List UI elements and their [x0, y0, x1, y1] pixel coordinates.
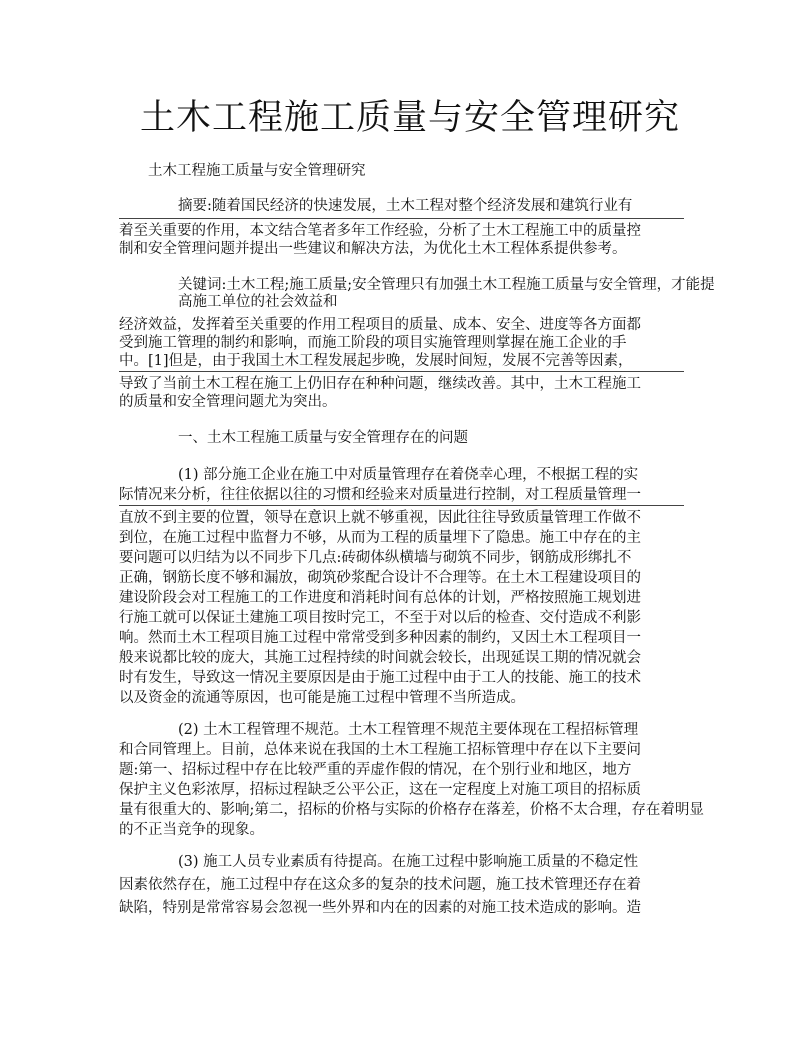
subtitle-line: 土木工程施工质量与安全管理研究	[148, 163, 366, 179]
paragraph-1-line: 般来说都比较的庞大，其施工过程持续的时间就会较长，出现延误工期的情况就会	[119, 650, 641, 666]
paragraph-3-line: 因素依然存在，施工过程中存在这众多的复杂的技术问题，施工技术管理还存在着	[119, 877, 641, 893]
abstract-line-3: 制和安全管理问题并提出一些建议和解决方法，为优化土木工程体系提供参考。	[119, 241, 627, 257]
paragraph-1-line: 正确，钢筋长度不够和漏放，砌筑砂浆配合设计不合理等。在土木工程建设项目的	[119, 570, 641, 586]
paragraph-1-line: 际情况来分析，往往依据以往的习惯和经验来对质量进行控制，对工程质量管理一	[119, 487, 641, 503]
body-line: 导致了当前土木工程在施工上仍旧存在种种问题，继续改善。其中，土木工程施工	[119, 376, 641, 392]
paragraph-1-line: 响。然而土木工程项目施工过程中常常受到多种因素的制约，又因土木工程项目一	[119, 630, 641, 646]
paragraph-2-line: 题:第一、招标过程中存在比较严重的弄虚作假的情况，在个别行业和地区，地方	[119, 762, 632, 778]
paragraph-1-line: 到位，在施工过程中监督力不够，从而为工程的质量埋下了隐患。施工中存在的主	[119, 530, 641, 546]
paragraph-2-line: 和合同管理上。目前，总体来说在我国的土木工程施工招标管理中存在以下主要问	[119, 742, 641, 758]
section-heading: 一、土木工程施工质量与安全管理存在的问题	[178, 430, 468, 446]
paragraph-2-line: (2) 土木工程管理不规范。土木工程管理不规范主要体现在工程招标管理	[178, 722, 639, 738]
abstract-line-2: 着至关重要的作用，本文结合笔者多年工作经验，分析了土木工程施工中的质量控	[119, 223, 641, 239]
paragraph-1-line: 直放不到主要的位置，领导在意识上就不够重视，因此往往导致质量管理工作做不	[119, 510, 641, 526]
body-line: 的质量和安全管理问题尤为突出。	[119, 394, 337, 410]
keywords-line-2: 高施工单位的社会效益和	[178, 294, 338, 310]
paragraph-2-line: 量有很重大的、影响;第二，招标的价格与实际的价格存在落差，价格不太合理，存在着明显	[119, 802, 704, 818]
paragraph-3-line: (3) 施工人员专业素质有待提高。在施工过程中影响施工质量的不稳定性	[178, 854, 639, 870]
paragraph-1-line: 时有发生，导致这一情况主要原因是由于施工过程中由于工人的技能、施工的技术	[119, 670, 641, 686]
paragraph-2-line: 保护主义色彩浓厚，招标过程缺乏公平公正，这在一定程度上对施工项目的招标质	[119, 782, 641, 798]
abstract-line-1: 摘要:随着国民经济的快速发展，土木工程对整个经济发展和建筑行业有	[178, 198, 633, 214]
body-line: 中。[1]但是，由于我国土木工程发展起步晚，发展时间短，发展不完善等因素，	[119, 353, 633, 369]
paragraph-2-line: 的不正当竞争的现象。	[119, 822, 264, 838]
paragraph-1-line: 以及资金的流通等原因，也可能是施工过程中管理不当所造成。	[119, 690, 525, 706]
body-line: 经济效益，发挥着至关重要的作用工程项目的质量、成本、安全、进度等各方面都	[119, 317, 641, 333]
body-line: 受到施工管理的制约和影响，而施工阶段的项目实施管理则掌握在施工企业的手	[119, 335, 627, 351]
keywords-line-1: 关键词:土木工程;施工质量;安全管理只有加强土木工程施工质量与安全管理，才能提	[178, 277, 715, 293]
underline-rule	[119, 371, 684, 372]
paragraph-1-line: 行施工就可以保证土建施工项目按时完工，不至于对以后的检查、交付造成不利影	[119, 610, 641, 626]
paragraph-1-line: 要问题可以归结为以不同步下几点:砖砌体纵横墙与砌筑不同步，钢筋成形绑扎不	[119, 550, 632, 566]
underline-rule	[119, 218, 684, 219]
paragraph-1-line: 建设阶段会对工程施工的工作进度和消耗时间有总体的计划，严格按照施工规划进	[119, 590, 641, 606]
document-title: 土木工程施工质量与安全管理研究	[139, 98, 680, 138]
paragraph-3-line: 缺陷，特别是常常容易会忽视一些外界和内在的因素的对施工技术造成的影响。造	[119, 900, 641, 916]
underline-rule	[119, 505, 684, 506]
paragraph-1-line: (1) 部分施工企业在施工中对质量管理存在着侥幸心理，不根据工程的实	[178, 467, 639, 483]
